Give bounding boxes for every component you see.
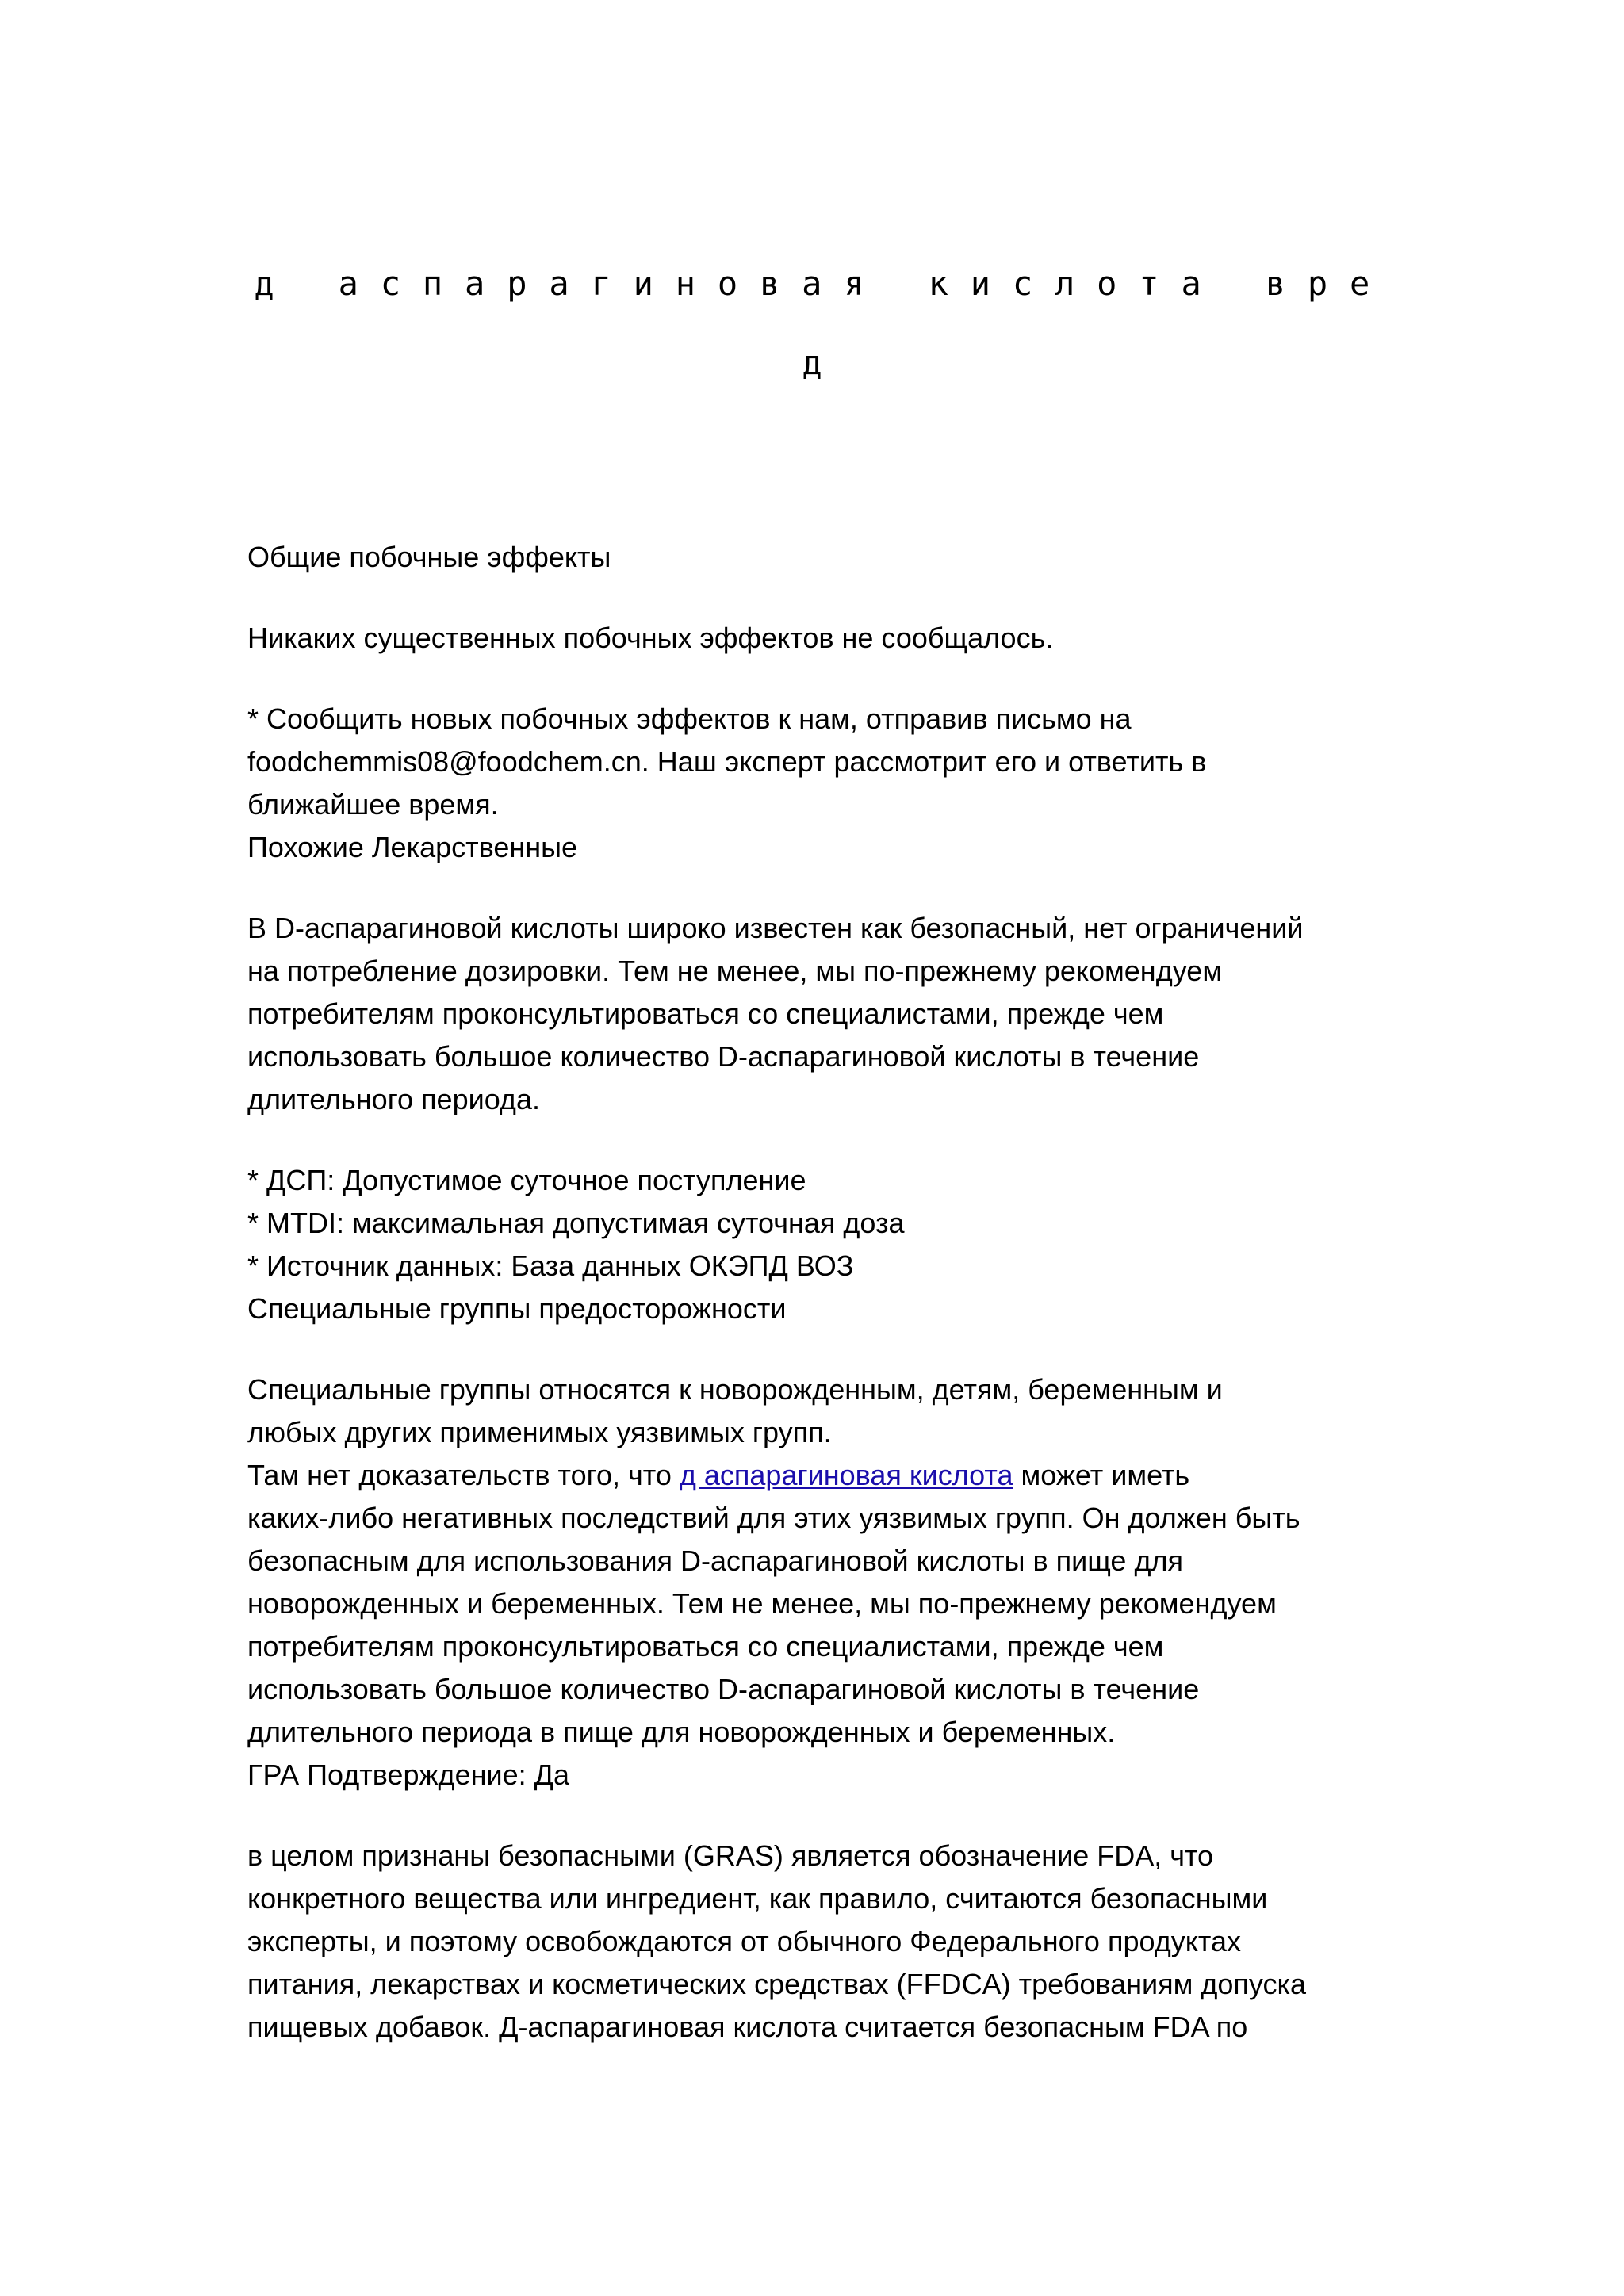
title-letter: к	[928, 264, 948, 303]
safe-line-5: длительного периода.	[247, 1083, 540, 1115]
note-mtdi: * MTDI: максимальная допустимая суточная доза	[247, 1207, 905, 1239]
evidence-text-before-link: Там нет доказательств того, что	[247, 1459, 680, 1491]
section-heading-gras: ГРА Подтверждение: Да	[247, 1758, 570, 1791]
title-letter: о	[1097, 264, 1117, 303]
title-letter: н	[675, 264, 696, 303]
evidence-line-6: использовать большое количество D-аспарагиновой кислоты в течение	[247, 1673, 1200, 1705]
special-line-1: Специальные группы относятся к новорожденным, детям, беременным и	[247, 1373, 1223, 1406]
title-letter: а	[465, 264, 485, 303]
title-letter: л	[1055, 264, 1075, 303]
report-line-3: ближайшее время.	[247, 788, 499, 821]
title-letter: в	[760, 264, 780, 303]
title-letter: о	[717, 264, 738, 303]
report-line-1: * Сообщить новых побочных эффектов к нам, отправив письмо на	[247, 702, 1132, 735]
title-space	[1216, 244, 1250, 323]
gras-line-3: эксперты, и поэтому освобождаются от обычного Федерального продуктах	[247, 1925, 1241, 1957]
evidence-line-3: безопасным для использования D-аспарагиновой кислоты в пище для	[247, 1544, 1183, 1577]
title-letter: г	[591, 264, 611, 303]
evidence-text-after-link: может иметь	[1013, 1459, 1190, 1491]
note-source: * Источник данных: База данных ОКЭПД ВОЗ	[247, 1249, 854, 1282]
d-aspartic-acid-link[interactable]: д аспарагиновая кислота	[679, 1459, 1013, 1491]
section-heading-side-effects: Общие побочные эффекты	[247, 541, 611, 573]
section-heading-similar: Похожие Лекарственные	[247, 831, 578, 863]
gras-line-2: конкретного вещества или ингредиент, как правило, считаются безопасными	[247, 1882, 1268, 1915]
gras-line-1: в целом признаны безопасными (GRAS) является обозначение FDA, что	[247, 1839, 1214, 1872]
title-letter: с	[380, 264, 401, 303]
gras-line-5: пищевых добавок. Д-аспарагиновая кислота считается безопасным FDA по	[247, 2011, 1248, 2043]
evidence-line-2: каких-либо негативных последствий для этих уязвимых групп. Он должен быть	[247, 1502, 1300, 1534]
evidence-line-5: потребителям проконсультироваться со специалистами, прежде чем	[247, 1630, 1164, 1663]
title-letter: р	[1307, 264, 1328, 303]
title-letter: р	[507, 264, 527, 303]
section-heading-special-groups: Специальные группы предосторожности	[247, 1292, 787, 1325]
title-letter: а	[802, 264, 822, 303]
title-letter: а	[1181, 264, 1201, 303]
document-title	[247, 244, 1377, 403]
title-letter: в	[1265, 264, 1286, 303]
note-adi: * ДСП: Допустимое суточное поступление	[247, 1164, 806, 1196]
title-letter: е	[1350, 264, 1370, 303]
gras-line-4: питания, лекарствах и косметических средствах (FFDCA) требованиям допуска	[247, 1968, 1307, 2000]
document-body	[247, 536, 1389, 2049]
evidence-line-7: длительного периода в пище для новорожденных и беременных.	[247, 1716, 1116, 1748]
title-letter: а	[338, 264, 358, 303]
title-line-1	[247, 244, 1377, 323]
title-space	[879, 244, 913, 323]
title-letter: т	[1139, 264, 1159, 303]
title-space	[289, 244, 323, 323]
evidence-line-4: новорожденных и беременных. Тем не менее, мы по-прежнему рекомендуем	[247, 1587, 1277, 1620]
title-letter: а	[549, 264, 569, 303]
report-line-2: foodchemmis08@foodchem.cn. Наш эксперт рассмотрит его и ответить в	[247, 745, 1207, 778]
safe-line-1: В D-аспарагиновой кислоты широко известен как безопасный, нет ограничений	[247, 912, 1304, 944]
evidence-line-1	[247, 1454, 1389, 1497]
title-letter: и	[970, 264, 991, 303]
title-letter: я	[844, 264, 864, 303]
paragraph-no-side-effects: Никаких существенных побочных эффектов не сообщалось.	[247, 622, 1054, 654]
special-line-2: любых других применимых уязвимых групп.	[247, 1416, 832, 1448]
safe-line-2: на потребление дозировки. Тем не менее, мы по-прежнему рекомендуем	[247, 955, 1223, 987]
title-letter: с	[1012, 264, 1033, 303]
title-letter: д	[254, 264, 274, 303]
title-line-2: д	[802, 343, 822, 382]
title-letter: и	[633, 264, 653, 303]
title-letter: п	[422, 264, 443, 303]
safe-line-3: потребителям проконсультироваться со специалистами, прежде чем	[247, 997, 1164, 1030]
safe-line-4: использовать большое количество D-аспарагиновой кислоты в течение	[247, 1040, 1200, 1073]
